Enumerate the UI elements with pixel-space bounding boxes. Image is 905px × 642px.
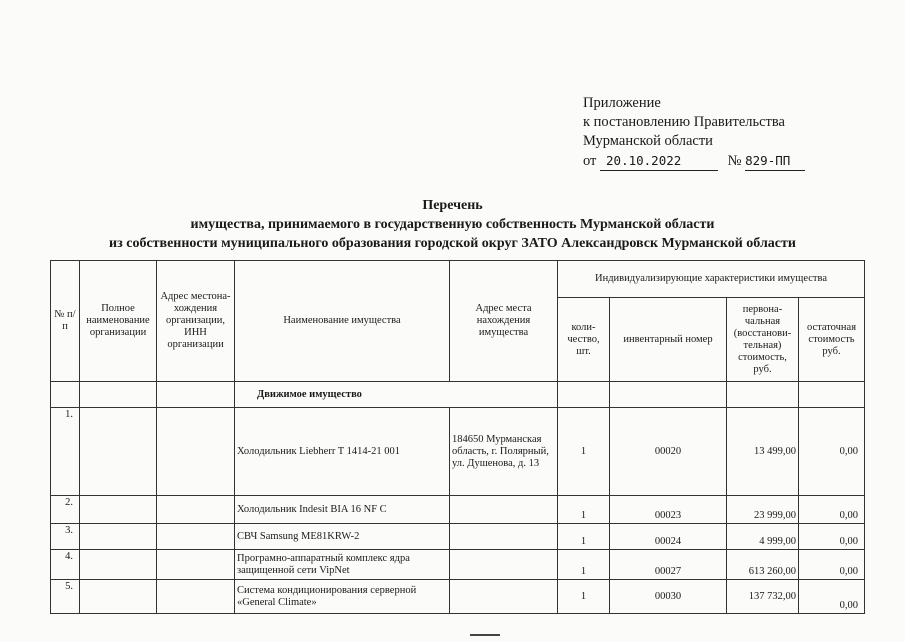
document-number: 829-ПП [745,151,805,171]
header-initial-cost: первона-чальная (восстанови-тельная) стоимость, руб. [727,298,799,382]
row-initial-cost: 613 260,00 [727,550,799,580]
title-line-2: имущества, принимаемого в государственную собственность Мурманской области [190,217,715,232]
row-residual-cost: 0,00 [799,408,865,496]
row-property-address [450,496,558,524]
header-residual-cost: остаточная стоимость руб. [799,298,865,382]
title-line-1: Перечень [422,198,483,213]
row-inventory: 00020 [610,408,727,496]
row-initial-cost: 137 732,00 [727,580,799,614]
header-property-name: Наименование имущества [235,261,450,382]
appendix-date-line [583,151,805,171]
row-residual-cost: 0,00 [799,550,865,580]
row-inventory: 00030 [610,580,727,614]
row-property-address [450,550,558,580]
header-property-address: Адрес места нахождения имущества [450,261,558,382]
table-row [51,550,865,580]
row-quantity: 1 [558,408,610,496]
title-line-3: из собственности муниципального образования городской округ ЗАТО Александровск Мурманской области [109,236,796,251]
row-residual-cost: 0,00 [799,524,865,550]
section-row [51,382,865,408]
property-table [50,260,865,614]
row-quantity: 1 [558,496,610,524]
row-property-name: Програмно-аппаратный комплекс ядра защищенной сети VipNet [235,550,450,580]
row-num: 2. [51,496,80,524]
row-quantity: 1 [558,550,610,580]
row-initial-cost: 13 499,00 [727,408,799,496]
row-property-name: Система кондиционирования серверной «General Climate» [235,580,450,614]
appendix-line-1: Приложение [583,95,661,111]
section-title: Движимое имущество [235,382,558,408]
appendix-line-3: Мурманской области [583,133,713,149]
row-residual-cost: 0,00 [799,496,865,524]
table-row [51,580,865,614]
header-org-address: Адрес местона-хождения организации, ИНН организации [157,261,235,382]
document-date: 20.10.2022 [600,151,718,171]
page-edge-mark [470,634,500,642]
row-property-name: Холодильник Indesit BIA 16 NF C [235,496,450,524]
table-row [51,524,865,550]
row-property-name: Холодильник Liebherr T 1414-21 001 [235,408,450,496]
row-residual-cost: 0,00 [799,580,865,614]
header-quantity: коли-чество, шт. [558,298,610,382]
header-org-name: Полное наименование организации [80,261,157,382]
row-quantity: 1 [558,524,610,550]
row-property-address [450,524,558,550]
row-property-address [450,580,558,614]
header-num: № п/п [51,261,80,382]
document-title [0,196,905,253]
header-inventory: инвентарный номер [610,298,727,382]
row-property-address: 184650 Мурманская область, г. Полярный, ул. Душенова, д. 13 [450,408,558,496]
row-initial-cost: 4 999,00 [727,524,799,550]
row-initial-cost: 23 999,00 [727,496,799,524]
row-property-name: СВЧ Samsung ME81KRW-2 [235,524,450,550]
row-inventory: 00023 [610,496,727,524]
row-quantity: 1 [558,580,610,614]
row-inventory: 00027 [610,550,727,580]
appendix-block [583,94,805,171]
row-num: 3. [51,524,80,550]
table-row [51,496,865,524]
row-inventory: 00024 [610,524,727,550]
table-row [51,408,865,496]
row-num: 1. [51,408,80,496]
header-characteristics: Индивидуализирующие характеристики имущества [558,261,865,298]
appendix-line-2: к постановлению Правительства [583,114,785,130]
date-prefix: от [583,153,597,169]
row-num: 4. [51,550,80,580]
number-prefix: № [727,153,742,169]
row-num: 5. [51,580,80,614]
